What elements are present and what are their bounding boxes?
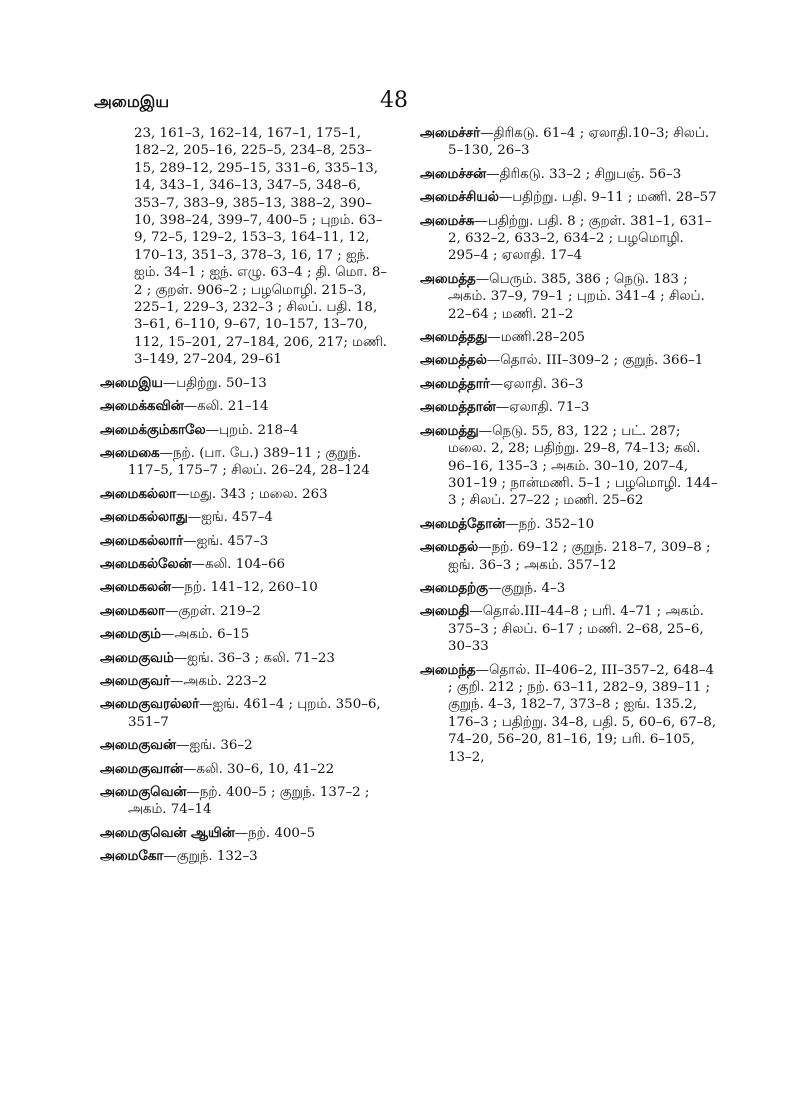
entry-references: பதிற்று. பதி. 9–11 ; மணி. 28–57 xyxy=(512,190,717,206)
entry-headword: அமைகுவர் xyxy=(100,673,170,689)
entry-references: அகம். 223–2 xyxy=(183,673,267,689)
entry-headword: அமைகை xyxy=(100,445,160,461)
entry-references: நெடு. 55, 83, 122 ; பட். 287; மலை. 2, 28; பதிற்று. 29–8, 74–13; கலி. 96–16, 135–3 ; அகம். 30–10, 207–4, 301–19 ; நான்மணி. 5–1 ; பழமொழி. 144–3 ; சிலப். 27–22 ; மணி. 25–62 xyxy=(448,423,718,509)
entry-headword: அமைகுவென் ஆயின் xyxy=(100,825,235,841)
index-entry xyxy=(100,650,392,667)
entry-dash xyxy=(171,580,184,595)
index-entry xyxy=(420,376,720,393)
entry-dash xyxy=(183,762,196,777)
page-number: 48 xyxy=(380,88,408,113)
entry-headword: அமைகுவென் xyxy=(100,785,187,800)
entry-references: குறுந். 132–3 xyxy=(176,849,258,865)
entry-references: புறம். 218–4 xyxy=(219,422,299,438)
entry-dash xyxy=(235,826,248,841)
entry-headword: அமைத்தான் xyxy=(420,400,496,416)
entry-dash xyxy=(192,557,205,572)
entry-references: நற். 141–12, 260–10 xyxy=(184,580,318,596)
entry-references: குறுந். 4–3 xyxy=(501,580,566,596)
entry-headword: அமைகல்லேன் xyxy=(100,556,192,572)
entry-dash xyxy=(486,167,499,182)
entry-headword: அமைகோ xyxy=(100,849,164,865)
entry-headword: அமைத்தார் xyxy=(420,376,490,392)
entry-references: தொல். III–309–2 ; குறுந். 366–1 xyxy=(500,353,704,369)
index-entry xyxy=(420,352,720,369)
entry-dash xyxy=(183,534,196,549)
entry-dash xyxy=(487,330,500,345)
index-entry xyxy=(420,603,720,655)
entry-references: கலி. 21–14 xyxy=(197,399,269,415)
entry-dash xyxy=(206,423,219,438)
index-entry xyxy=(420,329,720,346)
index-entry xyxy=(100,375,392,392)
entry-headword: அமைச்சன் xyxy=(420,166,487,182)
entry-references: மது. 343 ; மலை. 263 xyxy=(189,486,328,502)
entry-references: நற். (பா. பே.) 389–11 ; குறுந். 117–5, 175–7 ; சிலப். 26–24, 28–124 xyxy=(128,445,370,479)
entry-dash xyxy=(199,697,212,712)
index-entry xyxy=(420,399,720,416)
entry-references: பதிற்று. 50–13 xyxy=(176,375,267,391)
entry-headword: அமைதி xyxy=(420,604,470,620)
index-entry xyxy=(100,445,392,480)
entry-dash xyxy=(174,651,187,666)
entry-dash xyxy=(165,604,178,619)
left-entry-list xyxy=(100,375,392,866)
entry-dash xyxy=(476,663,489,678)
entry-dash xyxy=(480,126,493,141)
entry-headword: அமைகல்லா xyxy=(100,486,177,502)
entry-headword: அமைகுவான் xyxy=(100,761,183,777)
entry-headword: அமைகுவன் xyxy=(100,738,176,754)
entry-headword: அமைகலா xyxy=(100,603,166,619)
entry-dash xyxy=(186,785,199,800)
entry-dash xyxy=(176,738,189,753)
entry-references: திரிகடு. 33–2 ; சிறுபஞ். 56–3 xyxy=(499,166,682,182)
entry-dash xyxy=(163,376,176,391)
entry-references: பெரும். 385, 386 ; நெடு. 183 ; அகம். 37–9, 79–1 ; புறம். 341–4 ; சிலப். 22–64 ; மணி. 21–2 xyxy=(448,271,705,322)
index-entry xyxy=(100,784,392,819)
entry-headword: அமைத்தோன் xyxy=(420,516,506,532)
index-entry xyxy=(420,662,720,766)
entry-dash xyxy=(476,272,489,287)
entry-references: மணி.28–205 xyxy=(500,330,586,346)
continued-references: 23, 161–3, 162–14, 167–1, 175–1, 182–2, 205–16, 225–5, 234–8, 253–15, 289–12, 295–15, 331–6, 335–13, 14, 343–1, 346–13, 347–5, 348–6, 353–7, 383–9, 385–13, 388–2, 390–10, 398–24, 399–7, 400–5 ; புறம். 63–9, 72–5, 129–2, 153–3, 164–11, 12, 170–13, 351–3, 378–3, 16, 17 ; ஐந். ஐம். 34–1 ; ஐந். எழு. 63–4 ; தி. மொ. 8–2 ; குறள். 906–2 ; பழமொழி. 215–3, 225–1, 229–3, 232–3 ; சிலப். பதி. 18, 3–61, 6–110, 9–67, 10–157, 13–70, 112, 15–201, 27–184, 206, 217; மணி. 3–149, 27–204, 29–61 xyxy=(134,126,388,368)
index-entry xyxy=(100,533,392,550)
index-entry xyxy=(420,271,720,323)
index-entry xyxy=(100,422,392,439)
entry-references: தொல்.III–44–8 ; பரி. 4–71 ; அகம். 375–3 ; சிலப். 6–17 ; மணி. 2–68, 25–6, 30–33 xyxy=(448,604,704,655)
entry-headword: அமைச்சர் xyxy=(420,126,481,141)
entry-headword: அமைத்த xyxy=(420,271,476,287)
entry-headword: அமைக்கும்காலே xyxy=(100,422,206,438)
index-entry xyxy=(100,737,392,754)
entry-headword: அமைகும் xyxy=(100,627,161,643)
entry-references: ஐங். 36–2 xyxy=(189,738,253,754)
index-entry xyxy=(100,486,392,503)
index-entry xyxy=(100,603,392,620)
entry-headword: அமைத்தது xyxy=(420,330,488,346)
entry-dash xyxy=(474,214,487,229)
entry-dash xyxy=(479,424,492,439)
index-entry xyxy=(420,189,720,206)
index-entry xyxy=(420,580,720,597)
entry-headword: அமைத்தல் xyxy=(420,353,487,369)
entry-references: கலி. 104–66 xyxy=(205,556,286,572)
entry-headword: அமைச்சு xyxy=(420,213,475,229)
entry-references: ஐங். 461–4 ; புறம். 350–6, 351–7 xyxy=(128,697,381,730)
entry-headword: அமைகலன் xyxy=(100,580,171,596)
index-entry xyxy=(420,516,720,533)
entry-dash xyxy=(163,849,176,864)
entry-references: நற். 400–5 xyxy=(248,825,316,841)
entry-references: நற். 69–12 ; குறுந். 218–7, 309–8 ; ஐங். 36–3 ; அகம். 357–12 xyxy=(448,540,711,573)
entry-references: ஏலாதி. 36–3 xyxy=(503,376,584,392)
entry-references: ஏலாதி. 71–3 xyxy=(509,400,590,416)
index-entry xyxy=(100,398,392,415)
entry-dash xyxy=(469,604,482,619)
index-entry xyxy=(100,673,392,690)
entry-dash xyxy=(505,517,518,532)
index-entry xyxy=(420,166,720,183)
entry-dash xyxy=(487,353,500,368)
left-column xyxy=(100,125,392,872)
index-entry xyxy=(100,825,392,842)
index-entry xyxy=(100,556,392,573)
entry-dash xyxy=(490,377,503,392)
entry-references: நற். 352–10 xyxy=(518,516,595,532)
entry-headword: அமைந்த xyxy=(420,662,476,678)
entry-headword: அமைகல்லார் xyxy=(100,533,184,549)
entry-dash xyxy=(478,540,491,555)
entry-dash xyxy=(161,627,174,642)
entry-dash xyxy=(496,400,509,415)
entry-headword: அமைத்து xyxy=(420,423,479,439)
right-column xyxy=(420,125,720,772)
running-head: அமைஇய xyxy=(94,92,170,111)
entry-dash xyxy=(160,446,173,461)
entry-references: அகம். 6–15 xyxy=(174,627,250,643)
entry-dash xyxy=(170,674,183,689)
index-entry xyxy=(100,509,392,526)
index-entry xyxy=(100,626,392,643)
entry-references: ஐங். 457–4 xyxy=(201,510,273,526)
entry-references: ஐங். 36–3 ; கலி. 71–23 xyxy=(187,650,335,666)
entry-dash xyxy=(176,487,189,502)
entry-references: பதிற்று. பதி. 8 ; குறள். 381–1, 631–2, 632–2, 633–2, 634–2 ; பழமொழி. 295–4 ; ஏலாதி. 17–4 xyxy=(448,213,712,264)
entry-references: ஐங். 457–3 xyxy=(196,533,269,549)
index-entry xyxy=(420,213,720,265)
entry-references: குறள். 219–2 xyxy=(178,603,261,619)
entry-headword: அமைச்சியல் xyxy=(420,190,499,206)
entry-headword: அமைதற்கு xyxy=(420,580,488,596)
index-entry xyxy=(100,579,392,596)
index-entry xyxy=(420,125,720,160)
entry-headword: அமைஇய xyxy=(100,375,163,391)
entry-headword: அமைதல் xyxy=(420,540,479,556)
entry-headword: அமைக்கவின் xyxy=(100,399,184,415)
entry-dash xyxy=(188,510,201,525)
index-entry xyxy=(420,423,720,510)
index-entry xyxy=(100,848,392,865)
entry-references: நற். 400–5 ; குறுந். 137–2 ; அகம். 74–14 xyxy=(128,785,370,818)
index-entry xyxy=(100,696,392,731)
entry-references: திரிகடு. 61–4 ; ஏலாதி.10–3; சிலப். 5–130, 26–3 xyxy=(448,126,710,159)
entry-headword: அமைகல்லாது xyxy=(100,510,188,526)
index-entry xyxy=(420,539,720,574)
entry-dash xyxy=(488,581,501,596)
entry-headword: அமைகுவரல்லர் xyxy=(100,697,200,713)
entry-dash xyxy=(499,190,512,205)
index-entry xyxy=(100,761,392,778)
right-entry-list xyxy=(420,125,720,766)
entry-headword: அமைகுவம் xyxy=(100,650,174,666)
entry-dash xyxy=(184,399,197,414)
entry-references: தொல். II–406–2, III–357–2, 648–4 ; குறி. 212 ; நற். 63–11, 282–9, 389–11 ; குறுந். 4–3, 182–7, 373–8 ; ஐங். 135.2, 176–3 ; பதிற்று. 34–8, பதி. 5, 60–6, 67–8, 74–20, 56–20, 81–16, 19; பரி. 6–105, 13–2, xyxy=(448,662,717,765)
entry-references: கலி. 30–6, 10, 41–22 xyxy=(196,761,335,777)
